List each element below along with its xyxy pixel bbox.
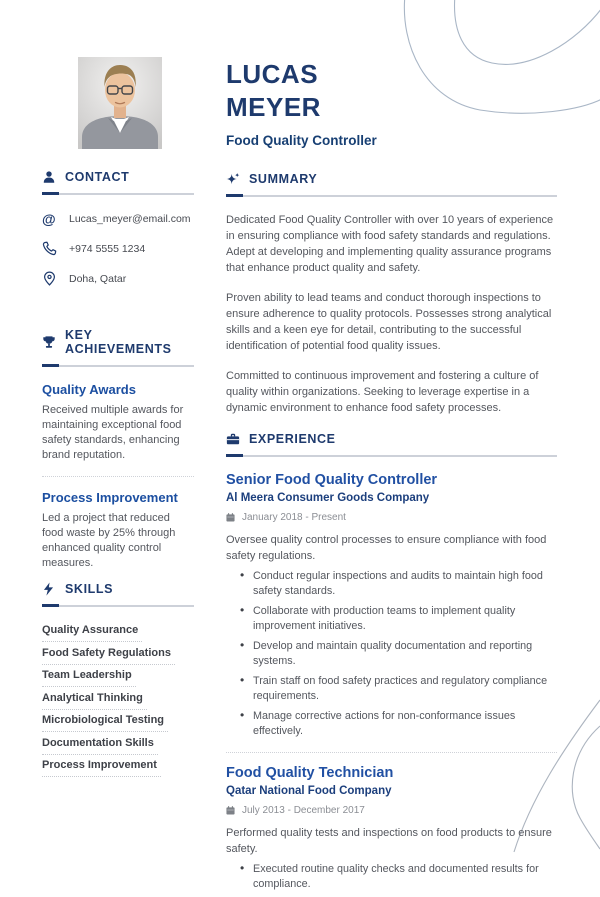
summary-paragraph: Proven ability to lead teams and conduct thorough inspections to ensure adherence to quality protocols. Possesses strong analytical skills and a keen eye for detail, contributing to the successful identification of potential food quality issues. xyxy=(226,292,552,352)
job-bullet: • Manage corrective actions for non-conformance issues effectively. xyxy=(240,709,557,738)
location-pin-icon xyxy=(42,271,58,287)
date-row xyxy=(226,805,557,816)
at-icon: @ xyxy=(42,210,56,227)
job-title: Food Quality Technician xyxy=(226,765,394,781)
phone-icon xyxy=(42,241,58,257)
skill-item: Analytical Thinking xyxy=(42,692,147,710)
section-title: KEY ACHIEVEMENTS xyxy=(65,328,172,356)
skill-item: Microbiological Testing xyxy=(42,714,168,732)
key-achievements-section xyxy=(42,328,194,571)
achievements-list xyxy=(42,382,194,571)
section-title: SUMMARY xyxy=(249,172,318,186)
skills-section-header xyxy=(42,582,194,596)
experience-entry xyxy=(226,472,557,738)
section-divider xyxy=(42,604,194,607)
briefcase-icon xyxy=(226,432,240,446)
first-name: LUCAS xyxy=(226,59,319,89)
job-dates: July 2013 - December 2017 xyxy=(242,805,365,816)
achievement-item xyxy=(42,382,194,463)
summary-paragraph: Committed to continuous improvement and fostering a culture of quality within organizations. Seeking to leverage expertise in a dynamic environment to enhance food safety processes. xyxy=(226,370,539,414)
contact-section xyxy=(42,170,194,300)
contact-section-header xyxy=(42,170,194,184)
profile-photo xyxy=(78,57,162,149)
calendar-icon xyxy=(226,513,235,522)
summary-section-header xyxy=(226,172,557,186)
job-bullet: • Conduct regular inspections and audits to maintain high food safety standards. xyxy=(240,569,557,598)
phone-value: +974 5555 1234 xyxy=(69,242,146,255)
calendar-icon xyxy=(226,806,235,815)
achievement-heading: Quality Awards xyxy=(42,382,136,397)
skills-section xyxy=(42,582,194,782)
job-bullet: • Collaborate with production teams to implement quality improvement initiatives. xyxy=(240,604,557,633)
job-bullet: • Executed routine quality checks and documented results for compliance. xyxy=(240,862,557,891)
job-bullet-list xyxy=(226,862,557,891)
job-bullet: • Train staff on food safety practices and regulatory compliance requirements. xyxy=(240,674,557,703)
achievement-item xyxy=(42,490,194,571)
job-bullet: • Develop and maintain quality documentation and reporting systems. xyxy=(240,639,557,668)
section-divider xyxy=(226,194,557,197)
location-value: Doha, Qatar xyxy=(69,272,127,285)
company-name: Qatar National Food Company xyxy=(226,785,392,797)
dotted-divider xyxy=(42,476,194,477)
dotted-divider xyxy=(226,752,557,753)
contact-item-email xyxy=(42,210,194,227)
last-name: MEYER xyxy=(226,92,321,122)
achievement-heading: Process Improvement xyxy=(42,490,178,505)
contact-list xyxy=(42,210,194,287)
skills-list xyxy=(42,624,194,777)
section-title: CONTACT xyxy=(65,170,130,184)
achievement-text: Received multiple awards for maintaining exceptional food safety standards, enhancing brand reputation. xyxy=(42,404,184,461)
skill-item: Quality Assurance xyxy=(42,624,142,642)
skill-item: Team Leadership xyxy=(42,669,136,687)
summary-text xyxy=(226,212,557,416)
job-dates: January 2018 - Present xyxy=(242,512,346,523)
lightning-bolt-icon xyxy=(42,582,56,596)
section-title: SKILLS xyxy=(65,582,114,596)
skill-item: Documentation Skills xyxy=(42,737,158,755)
experience-entry xyxy=(226,765,557,891)
summary-paragraph: Dedicated Food Quality Controller with over 10 years of experience in ensuring compliance with food safety standards and regulations. Adept at developing and implementing quality assurance programs that enhance product quality and safety. xyxy=(226,214,554,274)
job-summary: Performed quality tests and inspections on food products to ensure safety. xyxy=(226,827,552,855)
experience-section xyxy=(226,432,557,897)
person-icon xyxy=(42,170,56,184)
key-achievements-section-header xyxy=(42,328,194,356)
skill-item: Food Safety Regulations xyxy=(42,647,175,665)
sparkle-icon xyxy=(226,172,240,186)
section-divider xyxy=(226,454,557,457)
section-divider xyxy=(42,192,194,195)
decorative-curves-top-right xyxy=(380,0,600,150)
section-title: EXPERIENCE xyxy=(249,432,336,446)
achievement-text: Led a project that reduced food waste by 25% through enhanced quality control measures. xyxy=(42,512,176,569)
email-value: Lucas_meyer@email.com xyxy=(69,212,191,225)
skill-item: Process Improvement xyxy=(42,759,161,777)
section-divider xyxy=(42,364,194,367)
job-summary: Oversee quality control processes to ensure compliance with food safety regulations. xyxy=(226,534,547,562)
trophy-icon xyxy=(42,335,56,349)
headline-job-title: Food Quality Controller xyxy=(226,133,377,148)
job-title: Senior Food Quality Controller xyxy=(226,472,438,488)
contact-item-location xyxy=(42,270,194,287)
contact-item-phone xyxy=(42,240,194,257)
company-name: Al Meera Consumer Goods Company xyxy=(226,492,430,504)
job-bullet-list xyxy=(226,569,557,738)
date-row xyxy=(226,512,557,523)
summary-section xyxy=(226,172,557,430)
experience-section-header xyxy=(226,432,557,446)
